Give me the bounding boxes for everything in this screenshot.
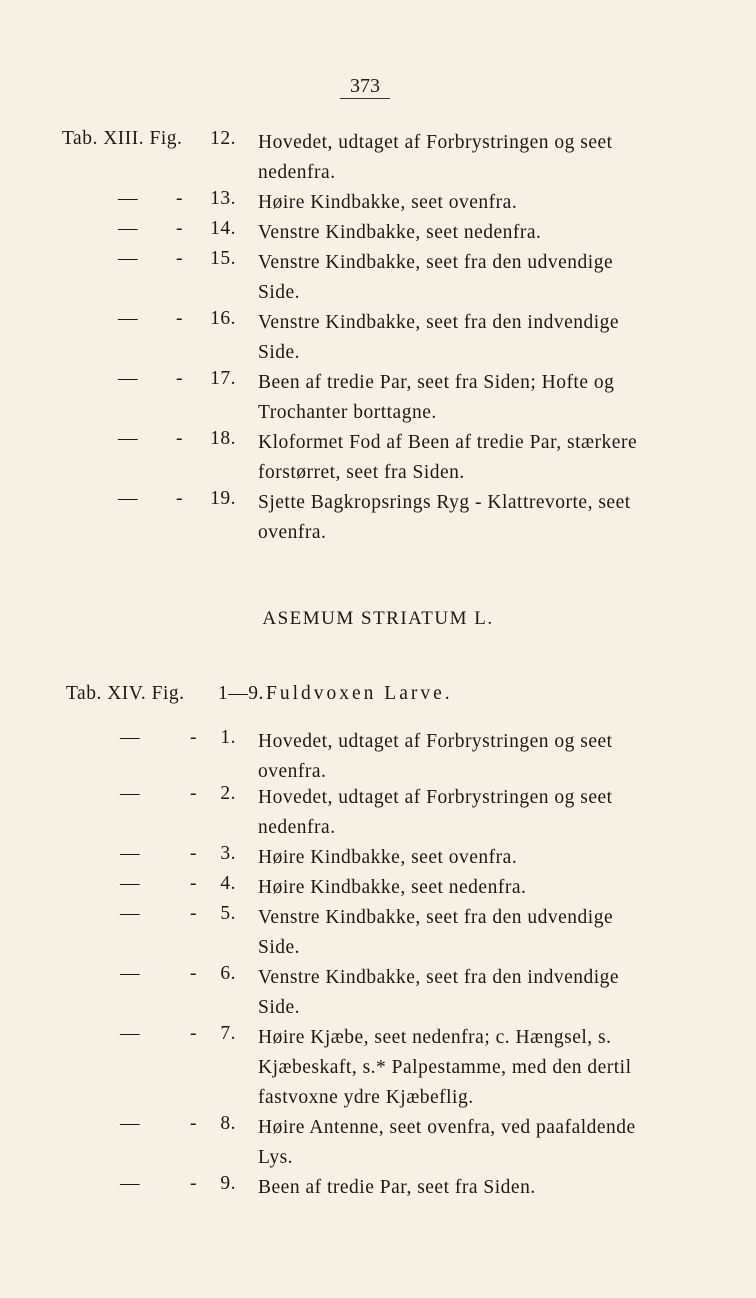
figure-number: 13.: [210, 188, 236, 209]
ditto-dash: —: [120, 903, 140, 924]
ditto-fig-mark: -: [176, 188, 183, 209]
tab14-lead: Tab. XIV. Fig.: [66, 683, 185, 704]
figure-caption: Høire Antenne, seet ovenfra, ved paafaldende Lys.: [258, 1117, 636, 1168]
ditto-fig-mark: -: [176, 218, 183, 239]
ditto-fig-mark: -: [190, 1173, 197, 1194]
ditto-dash: —: [120, 1173, 140, 1194]
ditto-fig-mark: -: [176, 428, 183, 449]
figure-number: 5.: [220, 903, 236, 924]
ditto-fig-mark: -: [190, 783, 197, 804]
figure-caption: Venstre Kindbakke, seet fra den indvendige Side.: [258, 312, 620, 363]
figure-number: 1.: [220, 727, 236, 748]
figure-caption: Høire Kindbakke, seet nedenfra.: [258, 877, 527, 898]
ditto-dash: —: [118, 188, 138, 209]
figure-number: 18.: [210, 428, 236, 449]
figure-caption: Kloformet Fod af Been af tredie Par, stærkere forstørret, seet fra Siden.: [258, 432, 638, 483]
figure-number: 15.: [210, 248, 236, 269]
figure-caption: Venstre Kindbakke, seet fra den udvendige Side.: [258, 907, 614, 958]
ditto-dash: —: [120, 727, 140, 748]
ditto-fig-mark: -: [176, 308, 183, 329]
ditto-dash: —: [118, 248, 138, 269]
figure-number: 16.: [210, 308, 236, 329]
figure-caption: Been af tredie Par, seet fra Siden.: [258, 1177, 536, 1198]
figure-number: 14.: [210, 218, 236, 239]
ditto-dash: —: [118, 308, 138, 329]
figure-number: 19.: [210, 488, 236, 509]
ditto-fig-mark: -: [190, 903, 197, 924]
figure-caption: Venstre Kindbakke, seet fra den udvendige Side.: [258, 252, 614, 303]
ditto-dash: —: [118, 368, 138, 389]
figure-caption: Hovedet, udtaget af Forbrystringen og seet nedenfra.: [258, 787, 613, 838]
figure-caption: Venstre Kindbakke, seet fra den indvendige Side.: [258, 967, 620, 1018]
tab13-lead: Tab. XIII. Fig.: [62, 128, 183, 149]
figure-number: 6.: [220, 963, 236, 984]
figure-range: 1—9.: [218, 683, 264, 704]
ditto-dash: —: [118, 488, 138, 509]
figure-caption: Hovedet, udtaget af Forbrystringen og seet nedenfra.: [258, 132, 613, 183]
figure-caption: Høire Kjæbe, seet nedenfra; c. Hængsel, s. Kjæbeskaft, s.* Palpestamme, med den dertil fastvoxne ydre Kjæbeflig.: [258, 1027, 632, 1108]
figure-number: 9.: [220, 1173, 236, 1194]
figure-number: 17.: [210, 368, 236, 389]
figure-number: 8.: [220, 1113, 236, 1134]
ditto-dash: —: [120, 873, 140, 894]
figure-number: 12.: [210, 128, 236, 149]
ditto-dash: —: [120, 783, 140, 804]
ditto-fig-mark: -: [190, 963, 197, 984]
ditto-fig-mark: -: [190, 727, 197, 748]
ditto-fig-mark: -: [176, 488, 183, 509]
figure-caption: Hovedet, udtaget af Forbrystringen og seet ovenfra.: [258, 731, 613, 782]
species-heading: ASEMUM STRIATUM L.: [262, 608, 494, 629]
ditto-fig-mark: -: [176, 248, 183, 269]
ditto-dash: —: [118, 428, 138, 449]
ditto-fig-mark: -: [176, 368, 183, 389]
figure-caption: Høire Kindbakke, seet ovenfra.: [258, 192, 518, 213]
ditto-dash: —: [120, 1023, 140, 1044]
figure-caption: Høire Kindbakke, seet ovenfra.: [258, 847, 518, 868]
ditto-dash: —: [120, 963, 140, 984]
figure-number: 7.: [220, 1023, 236, 1044]
figure-range-caption: Fuldvoxen Larve.: [266, 683, 453, 704]
ditto-fig-mark: -: [190, 843, 197, 864]
ditto-fig-mark: -: [190, 1113, 197, 1134]
figure-number: 4.: [220, 873, 236, 894]
figure-number: 2.: [220, 783, 236, 804]
ditto-dash: —: [118, 218, 138, 239]
ditto-fig-mark: -: [190, 1023, 197, 1044]
figure-number: 3.: [220, 843, 236, 864]
figure-caption: Been af tredie Par, seet fra Siden; Hofte og Trochanter borttagne.: [258, 372, 615, 423]
ditto-dash: —: [120, 1113, 140, 1134]
figure-caption: Sjette Bagkropsrings Ryg - Klattrevorte, seet ovenfra.: [258, 492, 631, 543]
figure-caption: Venstre Kindbakke, seet nedenfra.: [258, 222, 542, 243]
page-number: 373: [340, 74, 390, 99]
ditto-dash: —: [120, 843, 140, 864]
ditto-fig-mark: -: [190, 873, 197, 894]
